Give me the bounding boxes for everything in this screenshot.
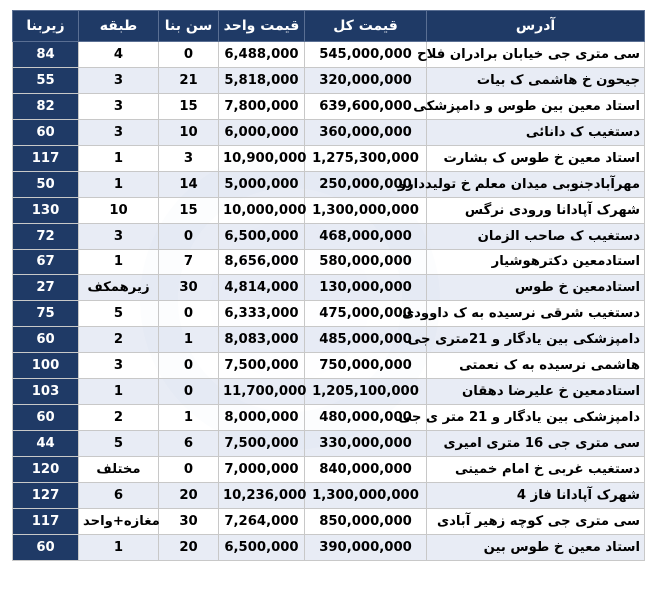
table-row	[13, 534, 645, 560]
cell-total-price: 360,000,000	[305, 119, 427, 145]
header-unit-price: قیمت واحد	[219, 11, 305, 42]
table-row	[13, 353, 645, 379]
cell-unit-price: 6,000,000	[219, 119, 305, 145]
cell-building-age: 0	[159, 353, 219, 379]
cell-area: 27	[13, 275, 79, 301]
cell-total-price: 468,000,000	[305, 223, 427, 249]
cell-address: استادمعین خ علیرضا دهقان	[427, 379, 645, 405]
table-row	[13, 67, 645, 93]
cell-total-price: 250,000,000	[305, 171, 427, 197]
header-building-age: سن بنا	[159, 11, 219, 42]
cell-total-price: 1,205,100,000	[305, 379, 427, 405]
cell-building-age: 10	[159, 119, 219, 145]
cell-address: استادمعین دکترهوشیار	[427, 249, 645, 275]
cell-unit-price: 5,000,000	[219, 171, 305, 197]
table-row	[13, 301, 645, 327]
cell-address: استادمعین خ طوس	[427, 275, 645, 301]
header-address: آدرس	[427, 11, 645, 42]
cell-floor: 3	[79, 67, 159, 93]
cell-unit-price: 7,800,000	[219, 93, 305, 119]
cell-building-age: 14	[159, 171, 219, 197]
cell-total-price: 480,000,000	[305, 405, 427, 431]
cell-floor: 2	[79, 327, 159, 353]
header-total-price: قیمت کل	[305, 11, 427, 42]
cell-building-age: 0	[159, 301, 219, 327]
cell-address: جیحون خ هاشمی ک بیات	[427, 67, 645, 93]
cell-unit-price: 11,700,000	[219, 379, 305, 405]
table-row	[13, 249, 645, 275]
cell-area: 72	[13, 223, 79, 249]
cell-area: 103	[13, 379, 79, 405]
cell-total-price: 1,275,300,000	[305, 145, 427, 171]
table-row	[13, 145, 645, 171]
cell-address: استاد معین خ طوس بین	[427, 534, 645, 560]
table-row	[13, 197, 645, 223]
cell-address: دامپزشکی بین یادگار و 21متری جی	[427, 327, 645, 353]
cell-area: 120	[13, 457, 79, 483]
cell-total-price: 390,000,000	[305, 534, 427, 560]
cell-address: دستغیب شرقی نرسیده به ک داوودی	[427, 301, 645, 327]
cell-total-price: 850,000,000	[305, 508, 427, 534]
cell-unit-price: 10,900,000	[219, 145, 305, 171]
cell-address: شهرک آپادانا ورودی نرگس	[427, 197, 645, 223]
cell-area: 82	[13, 93, 79, 119]
cell-building-age: 3	[159, 145, 219, 171]
cell-unit-price: 4,814,000	[219, 275, 305, 301]
table-row	[13, 431, 645, 457]
table-row	[13, 275, 645, 301]
cell-area: 117	[13, 145, 79, 171]
table-row	[13, 379, 645, 405]
cell-address: سی متری جی خیابان برادران فلاح	[427, 42, 645, 68]
cell-building-age: 21	[159, 67, 219, 93]
cell-floor: مغازه+واحد	[79, 508, 159, 534]
cell-floor: زیرهمکف	[79, 275, 159, 301]
cell-building-age: 0	[159, 42, 219, 68]
cell-total-price: 580,000,000	[305, 249, 427, 275]
cell-unit-price: 7,264,000	[219, 508, 305, 534]
cell-total-price: 750,000,000	[305, 353, 427, 379]
cell-unit-price: 10,000,000	[219, 197, 305, 223]
cell-total-price: 1,300,000,000	[305, 197, 427, 223]
table-row	[13, 405, 645, 431]
cell-address: دستغیب غربی خ امام خمینی	[427, 457, 645, 483]
cell-area: 50	[13, 171, 79, 197]
cell-unit-price: 10,236,000	[219, 482, 305, 508]
cell-area: 117	[13, 508, 79, 534]
cell-floor: 1	[79, 145, 159, 171]
housing-price-table	[12, 10, 645, 561]
cell-building-age: 6	[159, 431, 219, 457]
cell-address: دستغیب ک صاحب الزمان	[427, 223, 645, 249]
cell-address: سی متری جی کوچه زهیر آبادی	[427, 508, 645, 534]
cell-unit-price: 6,488,000	[219, 42, 305, 68]
cell-building-age: 1	[159, 327, 219, 353]
cell-floor: 5	[79, 431, 159, 457]
cell-total-price: 130,000,000	[305, 275, 427, 301]
cell-unit-price: 6,333,000	[219, 301, 305, 327]
cell-address: دستغیب ک دانائی	[427, 119, 645, 145]
cell-address: مهرآبادجنوبی میدان معلم خ تولیددارو	[427, 171, 645, 197]
table-row	[13, 119, 645, 145]
cell-area: 127	[13, 482, 79, 508]
cell-area: 100	[13, 353, 79, 379]
cell-building-age: 15	[159, 93, 219, 119]
cell-floor: 3	[79, 223, 159, 249]
cell-total-price: 475,000,000	[305, 301, 427, 327]
cell-total-price: 330,000,000	[305, 431, 427, 457]
cell-address: استاد معین بین طوس و دامپزشکی	[427, 93, 645, 119]
header-floor: طبقه	[79, 11, 159, 42]
table-row	[13, 171, 645, 197]
cell-total-price: 485,000,000	[305, 327, 427, 353]
cell-area: 84	[13, 42, 79, 68]
cell-floor: 2	[79, 405, 159, 431]
table-row	[13, 327, 645, 353]
cell-area: 44	[13, 431, 79, 457]
cell-address: سی متری جی 16 متری امیری	[427, 431, 645, 457]
cell-building-age: 20	[159, 534, 219, 560]
cell-area: 60	[13, 119, 79, 145]
cell-area: 130	[13, 197, 79, 223]
cell-unit-price: 5,818,000	[219, 67, 305, 93]
cell-floor: مختلف	[79, 457, 159, 483]
cell-unit-price: 7,000,000	[219, 457, 305, 483]
cell-unit-price: 8,083,000	[219, 327, 305, 353]
table-row	[13, 508, 645, 534]
cell-building-age: 1	[159, 405, 219, 431]
cell-total-price: 545,000,000	[305, 42, 427, 68]
cell-address: استاد معین خ طوس ک بشارت	[427, 145, 645, 171]
cell-floor: 3	[79, 93, 159, 119]
cell-unit-price: 6,500,000	[219, 223, 305, 249]
cell-total-price: 840,000,000	[305, 457, 427, 483]
cell-area: 60	[13, 405, 79, 431]
cell-area: 60	[13, 327, 79, 353]
cell-floor: 10	[79, 197, 159, 223]
cell-floor: 1	[79, 171, 159, 197]
cell-unit-price: 7,500,000	[219, 353, 305, 379]
cell-building-age: 0	[159, 457, 219, 483]
cell-floor: 3	[79, 353, 159, 379]
cell-building-age: 0	[159, 223, 219, 249]
table-row	[13, 482, 645, 508]
cell-floor: 5	[79, 301, 159, 327]
cell-floor: 6	[79, 482, 159, 508]
cell-address: شهرک آپادانا فاز 4	[427, 482, 645, 508]
cell-unit-price: 8,000,000	[219, 405, 305, 431]
table-row	[13, 223, 645, 249]
cell-building-age: 7	[159, 249, 219, 275]
table-header-row	[13, 11, 645, 42]
cell-address: هاشمی نرسیده به ک نعمتی	[427, 353, 645, 379]
cell-unit-price: 8,656,000	[219, 249, 305, 275]
cell-unit-price: 7,500,000	[219, 431, 305, 457]
cell-floor: 1	[79, 379, 159, 405]
cell-building-age: 30	[159, 508, 219, 534]
cell-area: 60	[13, 534, 79, 560]
cell-floor: 1	[79, 534, 159, 560]
cell-total-price: 1,300,000,000	[305, 482, 427, 508]
cell-address: دامپزشکی بین یادگار و 21 متر ی جی	[427, 405, 645, 431]
cell-area: 75	[13, 301, 79, 327]
cell-floor: 1	[79, 249, 159, 275]
table-row	[13, 457, 645, 483]
cell-unit-price: 6,500,000	[219, 534, 305, 560]
cell-floor: 3	[79, 119, 159, 145]
cell-building-age: 0	[159, 379, 219, 405]
cell-building-age: 30	[159, 275, 219, 301]
header-area: زیربنا	[13, 11, 79, 42]
table-row	[13, 42, 645, 68]
cell-floor: 4	[79, 42, 159, 68]
cell-total-price: 320,000,000	[305, 67, 427, 93]
table-row	[13, 93, 645, 119]
cell-total-price: 639,600,000	[305, 93, 427, 119]
cell-building-age: 15	[159, 197, 219, 223]
cell-building-age: 20	[159, 482, 219, 508]
cell-area: 67	[13, 249, 79, 275]
cell-area: 55	[13, 67, 79, 93]
